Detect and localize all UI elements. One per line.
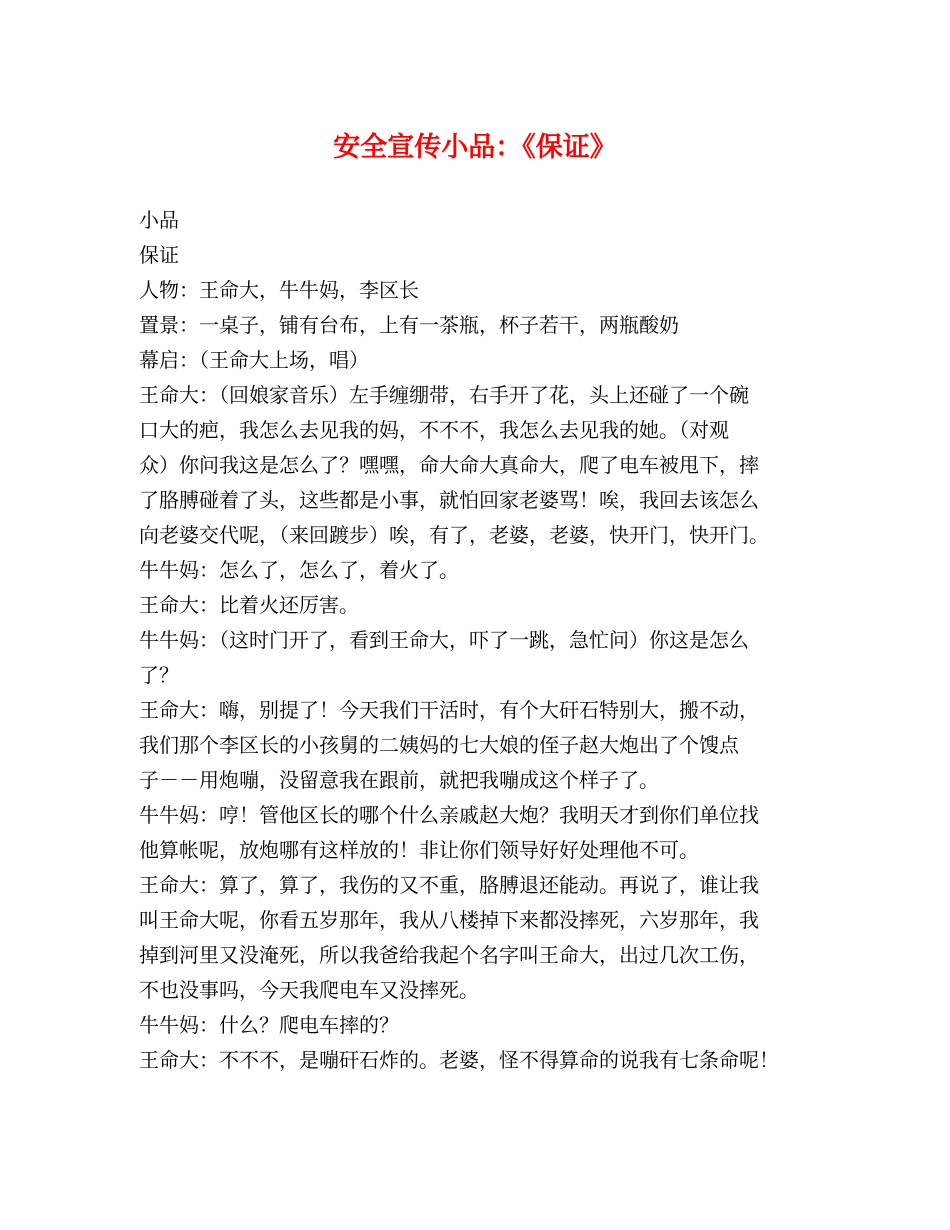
text-line: 人物：王命大，牛牛妈，李区长	[139, 278, 419, 302]
text-line: 牛牛妈：哼！管他区长的哪个什么亲戚赵大炮？我明天才到你们单位找	[139, 803, 759, 827]
text-line: 口大的疤，我怎么去见我的妈，不不不，我怎么去见我的她。（对观	[139, 418, 729, 442]
text-line: 了？	[139, 663, 179, 687]
text-line: 了胳膊碰着了头，这些都是小事，就怕回家老婆骂！唉，我回去该怎么	[139, 488, 759, 512]
text-line: 幕启：（王命大上场，唱）	[139, 348, 369, 372]
document-body	[139, 203, 819, 1078]
text-line: 小品	[139, 208, 179, 232]
text-line: 我们那个李区长的小孩舅的二姨妈的七大娘的侄子赵大炮出了个馊点	[139, 733, 739, 757]
text-line: 保证	[139, 243, 179, 267]
text-line: 叫王命大呢，你看五岁那年，我从八楼掉下来都没摔死，六岁那年，我	[139, 908, 759, 932]
text-line: 王命大：算了，算了，我伤的又不重，胳膊退还能动。再说了，谁让我	[139, 873, 759, 897]
text-line: 牛牛妈：怎么了，怎么了，着火了。	[139, 558, 459, 582]
text-line: 置景：一桌子，铺有台布，上有一茶瓶，杯子若干，两瓶酸奶	[139, 313, 679, 337]
text-line: 掉到河里又没淹死，所以我爸给我起个名字叫王命大，出过几次工伤，	[139, 943, 759, 967]
text-line: 王命大：不不不，是嘣矸石炸的。老婆，怪不得算命的说我有七条命呢！	[139, 1048, 779, 1072]
text-line: 子－－用炮嘣，没留意我在跟前，就把我嘣成这个样子了。	[139, 768, 659, 792]
text-line: 王命大：（回娘家音乐）左手缠绷带，右手开了花，头上还碰了一个碗	[139, 383, 749, 407]
text-line: 他算帐呢，放炮哪有这样放的！非让你们领导好好处理他不可。	[139, 838, 699, 862]
text-line: 不也没事吗，今天我爬电车又没摔死。	[139, 978, 479, 1002]
text-line: 牛牛妈：（这时门开了，看到王命大，吓了一跳，急忙问）你这是怎么	[139, 628, 749, 652]
text-line: 王命大：嗨，别提了！今天我们干活时，有个大矸石特别大，搬不动，	[139, 698, 759, 722]
text-line: 众）你问我这是怎么了？嘿嘿，命大命大真命大，爬了电车被甩下，摔	[139, 453, 759, 477]
document-title: 安全宣传小品：《保证》	[333, 132, 617, 163]
text-line: 王命大：比着火还厉害。	[139, 593, 359, 617]
text-line: 牛牛妈：什么？爬电车摔的？	[139, 1013, 399, 1037]
text-line: 向老婆交代呢，（来回踱步）唉，有了，老婆，老婆，快开门，快开门。	[139, 523, 769, 547]
